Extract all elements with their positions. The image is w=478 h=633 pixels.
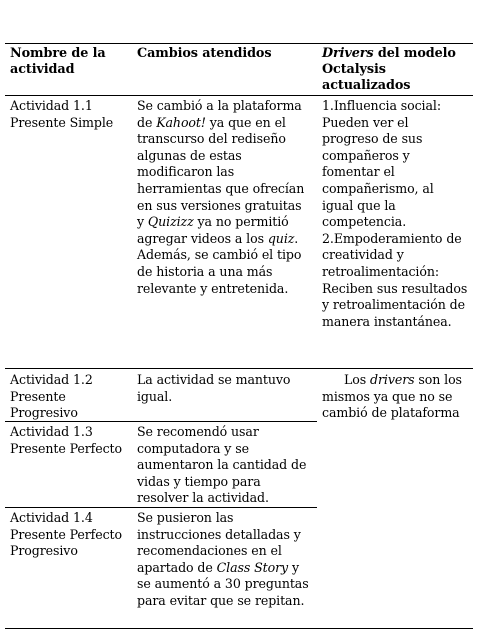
table-bottom-rule bbox=[5, 628, 473, 629]
merged-drivers bbox=[322, 372, 468, 422]
row3-activity-name: Actividad 1.3 Presente Perfecto bbox=[10, 424, 122, 456]
row1-activity-name: Actividad 1.1 Presente Simple bbox=[10, 98, 114, 130]
row1-drivers: 1.Influencia social: Pueden ver el progreso de sus compañeros y fomentar el compañerismo, al igual que la competencia. 2.Empoderamiento de creatividad y retroalimentación: Reciben sus resultados y retroalimentación de manera instantánea. bbox=[322, 98, 468, 329]
row1-changes-text: Se cambió a la plataforma de bbox=[137, 98, 302, 130]
row1-changes bbox=[137, 98, 309, 297]
header-drivers-rest: del modelo Octalysis actualizados bbox=[322, 46, 456, 93]
row3-changes: Se recomendó usar computadora y se aumentaron la cantidad de vidas y tiempo para resolver la actividad. bbox=[137, 424, 307, 506]
row1-changes-text: ya que en el transcurso del rediseño algunas de estas modificaron las herramientas que ofrecían en sus versiones gratuitas y bbox=[137, 114, 305, 230]
merged-drivers-text: Los bbox=[344, 372, 371, 387]
row4-class-story-italic: Class Story bbox=[216, 559, 289, 575]
merged-drivers-text: son los mismos ya que no se cambió de plataforma bbox=[322, 372, 462, 421]
row4-changes bbox=[137, 510, 309, 610]
header-drivers bbox=[322, 46, 468, 94]
row4-changes-text: Se pusieron las instrucciones detalladas y recomendaciones en el apartado de bbox=[137, 510, 301, 575]
row1-changes-text: . Además, se cambió el tipo de historia a una más relevante y entretenida. bbox=[137, 230, 302, 296]
header-bottom-rule bbox=[5, 95, 473, 96]
row1-kahoot-italic: Kahoot! bbox=[156, 114, 206, 130]
header-drivers-italic: Drivers bbox=[322, 46, 374, 61]
row2-changes: La actividad se mantuvo igual. bbox=[137, 372, 291, 404]
row4-activity-name: Actividad 1.4 Presente Perfecto Progresivo bbox=[10, 510, 122, 559]
header-activity-name: Nombre de la actividad bbox=[10, 46, 106, 77]
row3-bottom-rule bbox=[5, 507, 317, 508]
row2-activity-name: Actividad 1.2 Presente Progresivo bbox=[10, 372, 93, 421]
row1-bottom-rule bbox=[5, 368, 473, 369]
merged-drivers-italic: drivers bbox=[370, 372, 415, 387]
row1-quiz-italic: quiz bbox=[267, 230, 295, 246]
header-changes: Cambios atendidos bbox=[137, 46, 272, 61]
row1-changes-text: ya no permitió agregar videos a los bbox=[137, 214, 289, 246]
table-top-rule bbox=[5, 43, 473, 44]
row1-quizizz-italic: Quizizz bbox=[147, 214, 194, 230]
row4-changes-text: y se aumentó a 30 preguntas para evitar que se repitan. bbox=[137, 559, 309, 608]
